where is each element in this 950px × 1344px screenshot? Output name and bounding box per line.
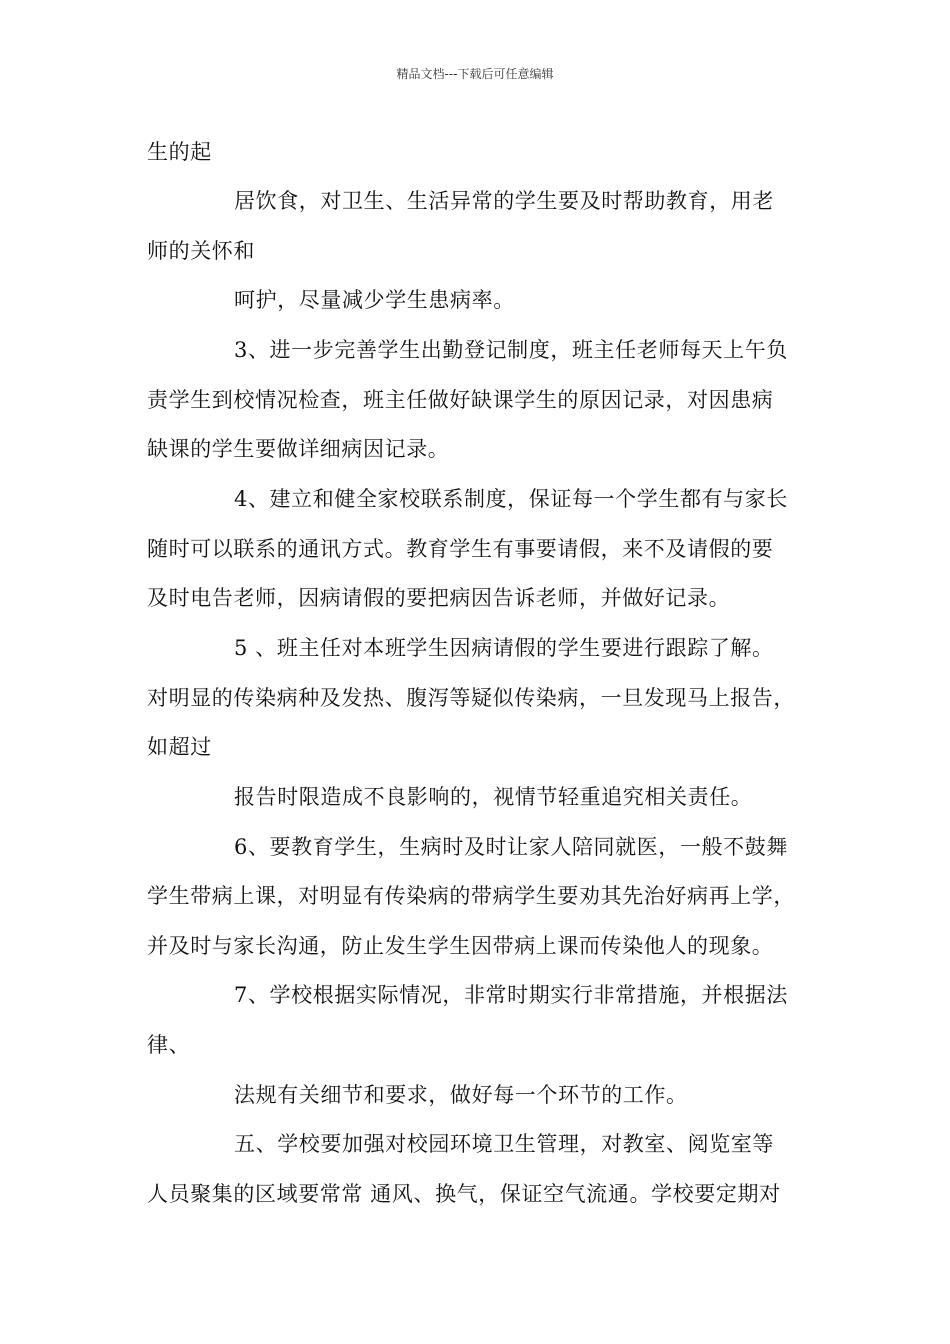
text-line: 五、学校要加强对校园环境卫生管理，对教室、阅览室等 bbox=[234, 1132, 774, 1156]
text-line: 并及时与家长沟通，防止发生学生因带病上课而传染他人的现象。 bbox=[147, 934, 774, 958]
text-line: 及时电告老师，因病请假的要把病因告诉老师，并做好记录。 bbox=[147, 586, 731, 610]
text-line: 5 、班主任对本班学生因病请假的学生要进行跟踪了解。 bbox=[234, 636, 774, 660]
text-line: 责学生到校情况检查，班主任做好缺课学生的原因记录，对因患病 bbox=[147, 388, 774, 412]
text-line: 随时可以联系的通讯方式。教育学生有事要请假，来不及请假的要 bbox=[147, 537, 774, 561]
text-line: 生的起 bbox=[147, 140, 212, 164]
text-line: 人员聚集的区域要常常 通风、换气，保证空气流通。学校要定期对 bbox=[147, 1182, 781, 1206]
text-line: 法规有关细节和要求，做好每一个环节的工作。 bbox=[234, 1083, 688, 1107]
text-line: 学生带病上课，对明显有传染病的带病学生要劝其先治好病再上学， bbox=[147, 884, 795, 908]
text-line: 对明显的传染病种及发热、腹泻等疑似传染病，一旦发现马上报告， bbox=[147, 686, 795, 710]
text-line: 报告时限造成不良影响的，视情节轻重追究相关责任。 bbox=[234, 785, 753, 809]
text-line: 7、学校根据实际情况，非常时期实行非常措施，并根据法 bbox=[234, 983, 788, 1007]
text-line: 3、进一步完善学生出勤登记制度，班主任老师每天上午负 bbox=[234, 338, 788, 362]
text-line: 师的关怀和 bbox=[147, 239, 255, 263]
page-header: 精品文档---下载后可任意编辑 bbox=[396, 67, 554, 81]
text-line: 居饮食，对卫生、生活异常的学生要及时帮助教育，用老 bbox=[234, 189, 774, 213]
text-line: 呵护，尽量减少学生患病率。 bbox=[234, 288, 515, 312]
text-line: 如超过 bbox=[147, 735, 212, 759]
text-line: 4、建立和健全家校联系制度，保证每一个学生都有与家长 bbox=[234, 487, 788, 511]
text-line: 缺课的学生要做详细病因记录。 bbox=[147, 437, 450, 461]
text-line: 律、 bbox=[147, 1033, 191, 1057]
text-line: 6、要教育学生，生病时及时让家人陪同就医，一般不鼓舞 bbox=[234, 835, 788, 859]
